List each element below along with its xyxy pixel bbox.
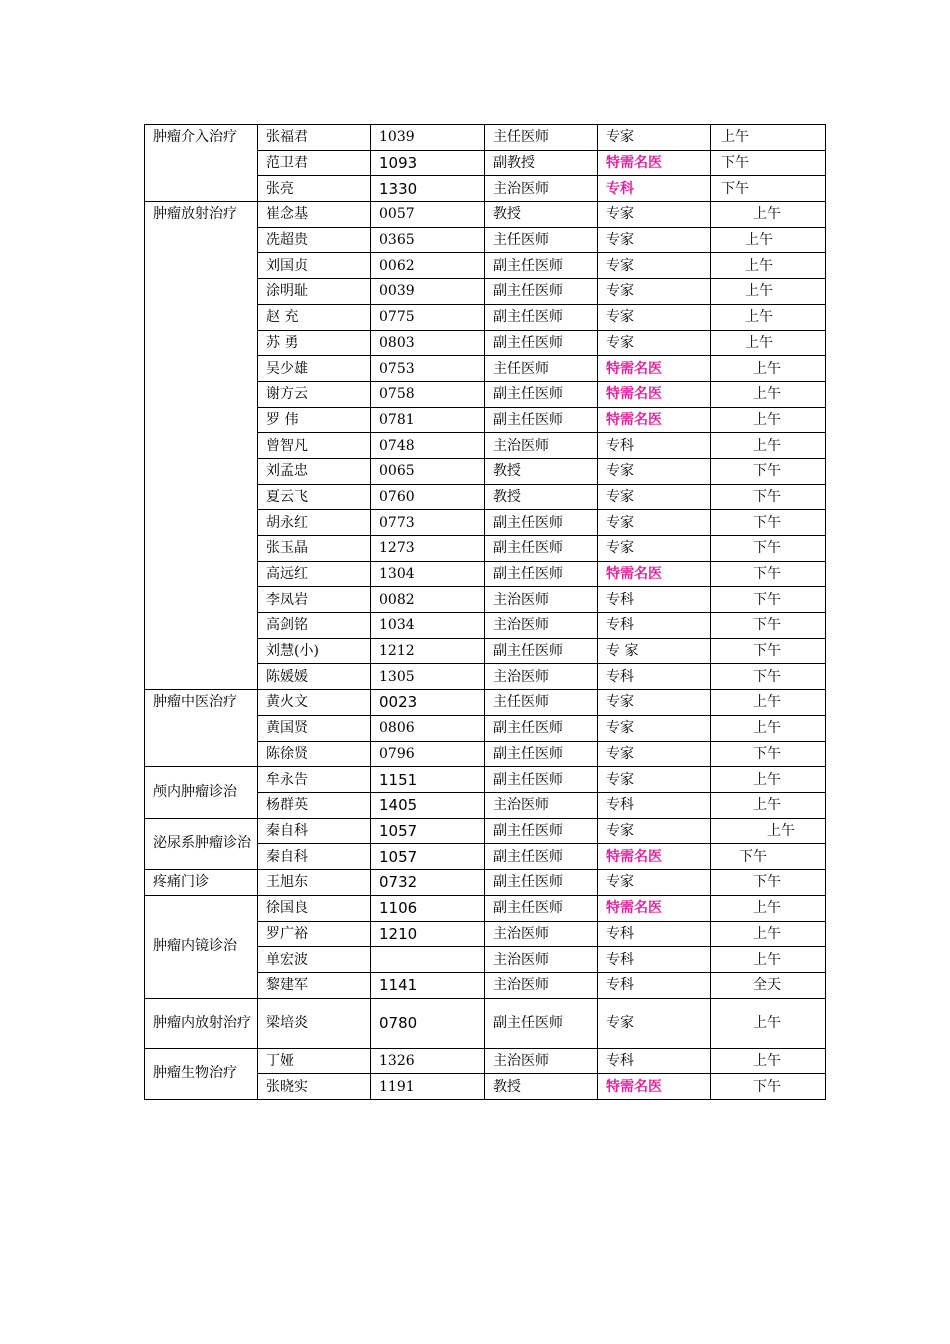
clinic-category: 特需名医 xyxy=(598,407,711,433)
doctor-title: 主治医师 xyxy=(485,664,598,690)
doctor-name: 牟永告 xyxy=(258,767,371,793)
doctor-title: 副主任医师 xyxy=(485,869,598,895)
doctor-name: 刘国贞 xyxy=(258,253,371,279)
clinic-time: 上午 xyxy=(711,818,826,844)
doctor-code: 0780 xyxy=(371,998,485,1048)
clinic-category: 专家 xyxy=(598,818,711,844)
table-row xyxy=(145,690,826,716)
department-name: 肿瘤中医治疗 xyxy=(145,690,258,767)
clinic-time: 下午 xyxy=(711,458,826,484)
clinic-category: 专家 xyxy=(598,715,711,741)
doctor-title: 副主任医师 xyxy=(485,741,598,767)
doctor-title: 主治医师 xyxy=(485,613,598,639)
clinic-time: 下午 xyxy=(711,150,826,176)
doctor-code: 0753 xyxy=(371,356,485,382)
doctor-code: 0062 xyxy=(371,253,485,279)
clinic-category: 专科 xyxy=(598,1048,711,1074)
doctor-title: 副主任医师 xyxy=(485,253,598,279)
clinic-category: 专家 xyxy=(598,125,711,151)
doctor-title: 副主任医师 xyxy=(485,407,598,433)
doctor-title: 教授 xyxy=(485,1074,598,1100)
department-name: 肿瘤内放射治疗 xyxy=(145,998,258,1048)
doctor-title: 主治医师 xyxy=(485,921,598,947)
clinic-category: 专家 xyxy=(598,690,711,716)
doctor-name: 高远红 xyxy=(258,561,371,587)
doctor-code: 1151 xyxy=(371,767,485,793)
table-row xyxy=(145,202,826,228)
clinic-category: 专家 xyxy=(598,484,711,510)
clinic-time: 上午 xyxy=(711,715,826,741)
doctor-title: 主治医师 xyxy=(485,1048,598,1074)
clinic-time: 上午 xyxy=(711,433,826,459)
table-row xyxy=(145,895,826,921)
doctor-code: 0082 xyxy=(371,587,485,613)
doctor-title: 教授 xyxy=(485,458,598,484)
doctor-code: 0796 xyxy=(371,741,485,767)
clinic-time: 上午 xyxy=(711,227,826,253)
clinic-category: 专家 xyxy=(598,536,711,562)
clinic-category: 专 家 xyxy=(598,638,711,664)
doctor-name: 杨群英 xyxy=(258,792,371,818)
clinic-category: 专科 xyxy=(598,613,711,639)
doctor-name: 梁培炎 xyxy=(258,998,371,1048)
doctor-code: 1057 xyxy=(371,818,485,844)
clinic-category: 专科 xyxy=(598,176,711,202)
doctor-name: 罗 伟 xyxy=(258,407,371,433)
clinic-category: 专家 xyxy=(598,998,711,1048)
table-row xyxy=(145,818,826,844)
doctor-title: 副主任医师 xyxy=(485,381,598,407)
doctor-code: 1106 xyxy=(371,895,485,921)
doctor-code: 0365 xyxy=(371,227,485,253)
clinic-time: 上午 xyxy=(711,279,826,305)
doctor-code: 1273 xyxy=(371,536,485,562)
doctor-name: 罗广裕 xyxy=(258,921,371,947)
doctor-title: 主任医师 xyxy=(485,356,598,382)
doctor-code: 1405 xyxy=(371,792,485,818)
doctor-name: 崔念基 xyxy=(258,202,371,228)
clinic-time: 上午 xyxy=(711,125,826,151)
clinic-category: 专家 xyxy=(598,510,711,536)
clinic-time: 下午 xyxy=(711,664,826,690)
clinic-time: 下午 xyxy=(711,484,826,510)
doctor-title: 主任医师 xyxy=(485,690,598,716)
clinic-time: 上午 xyxy=(711,202,826,228)
clinic-time: 下午 xyxy=(711,587,826,613)
doctor-name: 单宏波 xyxy=(258,947,371,973)
department-name: 肿瘤介入治疗 xyxy=(145,125,258,202)
doctor-name: 谢方云 xyxy=(258,381,371,407)
clinic-category: 专科 xyxy=(598,921,711,947)
clinic-time: 上午 xyxy=(711,690,826,716)
doctor-schedule-table xyxy=(144,124,826,1100)
doctor-name: 刘慧(小) xyxy=(258,638,371,664)
doctor-code: 0758 xyxy=(371,381,485,407)
doctor-title: 主治医师 xyxy=(485,792,598,818)
clinic-category: 专家 xyxy=(598,330,711,356)
clinic-category: 专科 xyxy=(598,947,711,973)
doctor-code: 1210 xyxy=(371,921,485,947)
doctor-code: 1330 xyxy=(371,176,485,202)
doctor-code: 0065 xyxy=(371,458,485,484)
table-row xyxy=(145,767,826,793)
doctor-title: 副主任医师 xyxy=(485,304,598,330)
clinic-time: 下午 xyxy=(711,176,826,202)
doctor-name: 徐国良 xyxy=(258,895,371,921)
clinic-time: 上午 xyxy=(711,998,826,1048)
table-row xyxy=(145,998,826,1048)
clinic-category: 专家 xyxy=(598,202,711,228)
doctor-title: 副主任医师 xyxy=(485,561,598,587)
clinic-category: 特需名医 xyxy=(598,150,711,176)
schedule-body xyxy=(145,125,826,1100)
doctor-title: 副主任医师 xyxy=(485,330,598,356)
clinic-time: 下午 xyxy=(711,510,826,536)
doctor-code: 1057 xyxy=(371,844,485,870)
doctor-name: 高剑铭 xyxy=(258,613,371,639)
doctor-title: 副主任医师 xyxy=(485,844,598,870)
doctor-title: 副主任医师 xyxy=(485,715,598,741)
table-row xyxy=(145,869,826,895)
clinic-time: 下午 xyxy=(711,869,826,895)
clinic-time: 上午 xyxy=(711,304,826,330)
doctor-name: 李凤岩 xyxy=(258,587,371,613)
doctor-name: 夏云飞 xyxy=(258,484,371,510)
clinic-time: 下午 xyxy=(711,536,826,562)
clinic-category: 特需名医 xyxy=(598,561,711,587)
doctor-code: 0773 xyxy=(371,510,485,536)
clinic-category: 专家 xyxy=(598,741,711,767)
department-name: 肿瘤放射治疗 xyxy=(145,202,258,690)
doctor-code: 0781 xyxy=(371,407,485,433)
clinic-time: 上午 xyxy=(711,356,826,382)
clinic-category: 专家 xyxy=(598,253,711,279)
clinic-time: 下午 xyxy=(711,561,826,587)
table-row xyxy=(145,125,826,151)
doctor-title: 副主任医师 xyxy=(485,895,598,921)
clinic-time: 上午 xyxy=(711,253,826,279)
clinic-category: 专家 xyxy=(598,279,711,305)
doctor-name: 黄火文 xyxy=(258,690,371,716)
clinic-time: 全天 xyxy=(711,973,826,999)
doctor-name: 赵 充 xyxy=(258,304,371,330)
doctor-code: 1093 xyxy=(371,150,485,176)
clinic-category: 专科 xyxy=(598,433,711,459)
clinic-time: 下午 xyxy=(711,741,826,767)
doctor-title: 副主任医师 xyxy=(485,767,598,793)
clinic-time: 上午 xyxy=(711,330,826,356)
clinic-category: 专科 xyxy=(598,792,711,818)
doctor-code: 0023 xyxy=(371,690,485,716)
doctor-title: 副教授 xyxy=(485,150,598,176)
doctor-title: 教授 xyxy=(485,202,598,228)
doctor-title: 主治医师 xyxy=(485,973,598,999)
doctor-code: 0806 xyxy=(371,715,485,741)
doctor-title: 副主任医师 xyxy=(485,998,598,1048)
doctor-name: 张亮 xyxy=(258,176,371,202)
doctor-code xyxy=(371,947,485,973)
doctor-code: 1304 xyxy=(371,561,485,587)
clinic-category: 专家 xyxy=(598,458,711,484)
doctor-name: 张福君 xyxy=(258,125,371,151)
doctor-name: 秦自科 xyxy=(258,818,371,844)
doctor-name: 秦自科 xyxy=(258,844,371,870)
doctor-title: 主治医师 xyxy=(485,947,598,973)
doctor-title: 主治医师 xyxy=(485,176,598,202)
clinic-category: 专家 xyxy=(598,869,711,895)
doctor-name: 刘孟忠 xyxy=(258,458,371,484)
doctor-code: 1305 xyxy=(371,664,485,690)
doctor-code: 0057 xyxy=(371,202,485,228)
clinic-time: 下午 xyxy=(711,613,826,639)
doctor-title: 副主任医师 xyxy=(485,638,598,664)
doctor-name: 胡永红 xyxy=(258,510,371,536)
clinic-time: 上午 xyxy=(711,1048,826,1074)
doctor-code: 1326 xyxy=(371,1048,485,1074)
doctor-code: 0039 xyxy=(371,279,485,305)
department-name: 泌尿系肿瘤诊治 xyxy=(145,818,258,869)
doctor-code: 1212 xyxy=(371,638,485,664)
doctor-name: 王旭东 xyxy=(258,869,371,895)
clinic-time: 上午 xyxy=(711,407,826,433)
doctor-title: 主治医师 xyxy=(485,433,598,459)
clinic-time: 下午 xyxy=(711,844,826,870)
clinic-time: 下午 xyxy=(711,638,826,664)
clinic-category: 专家 xyxy=(598,304,711,330)
department-name: 颅内肿瘤诊治 xyxy=(145,767,258,818)
doctor-name: 苏 勇 xyxy=(258,330,371,356)
clinic-category: 专科 xyxy=(598,664,711,690)
doctor-code: 1141 xyxy=(371,973,485,999)
department-name: 肿瘤生物治疗 xyxy=(145,1048,258,1099)
doctor-name: 吴少雄 xyxy=(258,356,371,382)
doctor-name: 冼超贵 xyxy=(258,227,371,253)
doctor-code: 1034 xyxy=(371,613,485,639)
doctor-title: 副主任医师 xyxy=(485,510,598,536)
doctor-name: 涂明耻 xyxy=(258,279,371,305)
doctor-code: 1191 xyxy=(371,1074,485,1100)
doctor-title: 副主任医师 xyxy=(485,279,598,305)
doctor-title: 副主任医师 xyxy=(485,536,598,562)
clinic-category: 特需名医 xyxy=(598,844,711,870)
clinic-time: 上午 xyxy=(711,792,826,818)
doctor-code: 0732 xyxy=(371,869,485,895)
doctor-name: 张玉晶 xyxy=(258,536,371,562)
clinic-category: 专科 xyxy=(598,973,711,999)
clinic-time: 上午 xyxy=(711,381,826,407)
clinic-time: 上午 xyxy=(711,767,826,793)
doctor-title: 主任医师 xyxy=(485,227,598,253)
doctor-name: 陈媛媛 xyxy=(258,664,371,690)
clinic-category: 专科 xyxy=(598,587,711,613)
doctor-name: 曾智凡 xyxy=(258,433,371,459)
clinic-category: 特需名医 xyxy=(598,1074,711,1100)
clinic-time: 上午 xyxy=(711,921,826,947)
table-row xyxy=(145,1048,826,1074)
department-name: 肿瘤内镜诊治 xyxy=(145,895,258,998)
doctor-code: 0748 xyxy=(371,433,485,459)
doctor-code: 0803 xyxy=(371,330,485,356)
doctor-title: 教授 xyxy=(485,484,598,510)
doctor-title: 主任医师 xyxy=(485,125,598,151)
clinic-category: 特需名医 xyxy=(598,895,711,921)
doctor-code: 1039 xyxy=(371,125,485,151)
doctor-name: 张晓实 xyxy=(258,1074,371,1100)
clinic-time: 上午 xyxy=(711,947,826,973)
clinic-category: 专家 xyxy=(598,227,711,253)
doctor-name: 范卫君 xyxy=(258,150,371,176)
doctor-name: 丁娅 xyxy=(258,1048,371,1074)
clinic-time: 上午 xyxy=(711,895,826,921)
doctor-name: 陈徐贤 xyxy=(258,741,371,767)
clinic-category: 特需名医 xyxy=(598,381,711,407)
clinic-category: 特需名医 xyxy=(598,356,711,382)
department-name: 疼痛门诊 xyxy=(145,869,258,895)
doctor-code: 0775 xyxy=(371,304,485,330)
doctor-name: 黄国贤 xyxy=(258,715,371,741)
doctor-code: 0760 xyxy=(371,484,485,510)
clinic-category: 专家 xyxy=(598,767,711,793)
doctor-name: 黎建军 xyxy=(258,973,371,999)
clinic-time: 下午 xyxy=(711,1074,826,1100)
doctor-title: 主治医师 xyxy=(485,587,598,613)
doctor-title: 副主任医师 xyxy=(485,818,598,844)
